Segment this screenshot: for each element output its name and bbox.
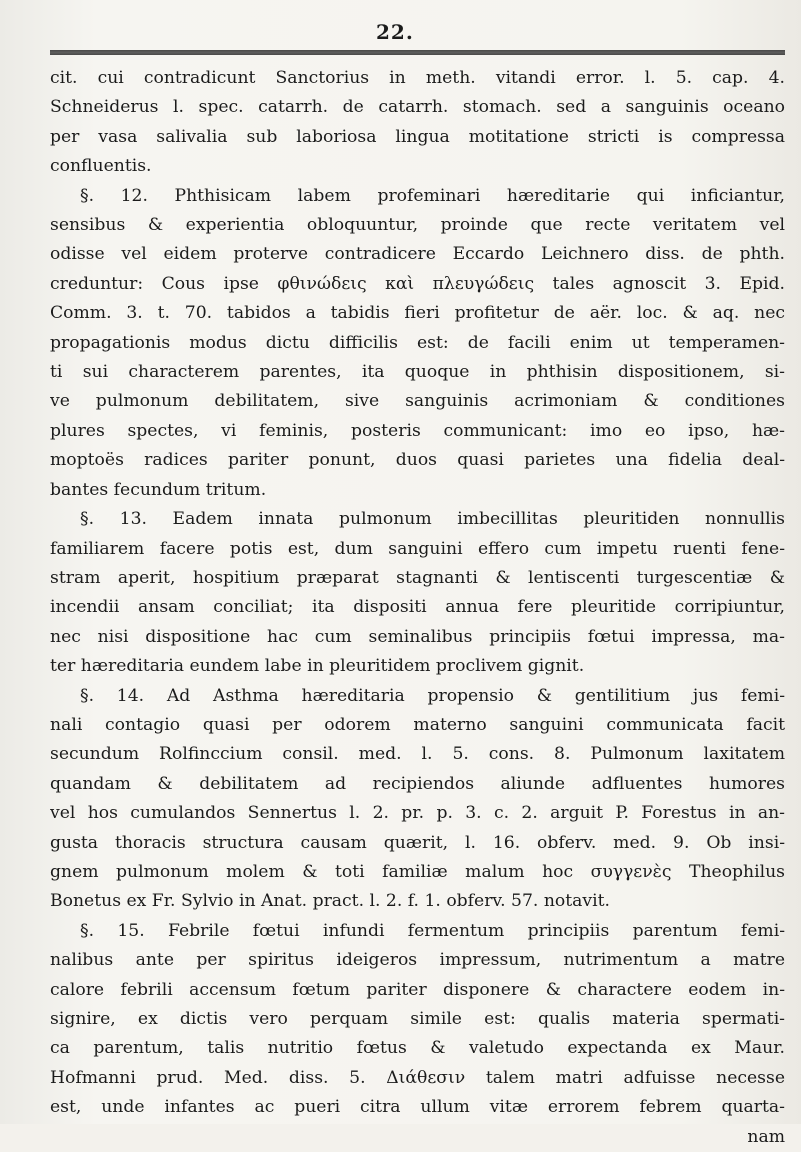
- text-line: propagationis modus dictu difficilis est: de facili enim ut temperamen-: [50, 332, 785, 353]
- text-line: bantes fecundum tritum.: [50, 479, 267, 500]
- text-line: signire, ex dictis vero perquam simile est: qualis materia spermati-: [50, 1009, 785, 1029]
- text-line: stram aperit, hospitium præparat stagnanti & lentiscenti turgescentiæ &: [50, 567, 785, 588]
- text-line: nalibus ante per spiritus ideigeros impressum, nutrimentum a matre: [50, 950, 785, 971]
- body-text: [50, 64, 785, 1152]
- text-line: quandam & debilitatem ad recipiendos aliunde adfluentes humores: [50, 773, 785, 794]
- text-line: secundum Rolfinccium consil. med. l. 5. cons. 8. Pulmonum laxitatem: [50, 744, 785, 765]
- text-line: per vasa salivalia sub laboriosa lingua motitatione stricti is compressa: [50, 126, 785, 147]
- text-line: confluentis.: [50, 156, 152, 177]
- text-line: nali contagio quasi per odorem materno sanguini communicata facit: [50, 714, 785, 735]
- text-line: moptoës radices pariter ponunt, duos quasi parietes una fidelia deal-: [50, 450, 785, 471]
- text-line: familiarem facere potis est, dum sanguini effero cum impetu ruenti fene-: [50, 538, 785, 559]
- paragraph-14-start: §. 14. Ad Asthma hæreditaria propensio & gentilitium jus femi-: [80, 685, 785, 706]
- text-line: vel hos cumulandos Sennertus l. 2. pr. p. 3. c. 2. arguit P. Forestus in an-: [50, 803, 785, 824]
- text-line: Schneiderus l. spec. catarrh. de catarrh. stomach. sed a sanguinis oceano: [50, 97, 785, 118]
- page-number: 22.: [376, 20, 414, 44]
- text-line: Comm. 3. t. 70. tabidos a tabidis fieri profitetur de aër. loc. & aq. nec: [50, 303, 785, 324]
- paragraph-13-start: §. 13. Eadem innata pulmonum imbecillitas pleuritiden nonnullis: [80, 509, 785, 530]
- text-line: calore febrili accensum fœtum pariter disponere & charactere eodem in-: [50, 979, 785, 1000]
- text-line: creduntur: Cous ipse φθινώδεις καὶ πλευγώδεις tales agnoscit 3. Epid.: [50, 273, 785, 294]
- text-line: odisse vel eidem proterve contradicere Eccardo Leichnero diss. de phth.: [50, 244, 785, 265]
- text-line: Bonetus ex Fr. Sylvio in Anat. pract. l. 2. f. 1. obferv. 57. notavit.: [50, 891, 610, 912]
- text-line: ti sui characterem parentes, ita quoque in phthisin dispositionem, si-: [50, 362, 785, 383]
- text-line: est, unde infantes ac pueri citra ullum vitæ errorem febrem quarta-: [50, 1097, 785, 1118]
- paragraph-15-start: §. 15. Febrile fœtui infundi fermentum principiis parentum femi-: [80, 920, 785, 941]
- text-line: sensibus & experientia obloquuntur, proinde que recte veritatem vel: [50, 215, 785, 236]
- text-line: incendii ansam conciliat; ita dispositi annua fere pleuritide corripiuntur,: [50, 597, 785, 618]
- text-line: nec nisi dispositione hac cum seminalibus principiis fœtui impressa, ma-: [50, 626, 785, 647]
- text-line: plures spectes, vi feminis, posteris communicant: imo eo ipso, hæ-: [50, 420, 785, 441]
- text-line: cit. cui contradicunt Sanctorius in meth. vitandi error. l. 5. cap. 4.: [50, 68, 785, 88]
- text-line: ter hæreditaria eundem labe in pleuritidem proclivem gignit.: [50, 656, 585, 677]
- catchword: nam: [747, 1126, 785, 1147]
- text-line: Hofmanni prud. Med. diss. 5. Διάθεσιν talem matri adfuisse necesse: [50, 1067, 785, 1088]
- text-line: ca parentum, talis nutritio fœtus & valetudo expectanda ex Maur.: [50, 1038, 785, 1059]
- text-line: gusta thoracis structura causam quærit, l. 16. obferv. med. 9. Ob insi-: [50, 832, 785, 853]
- text-line: ve pulmonum debilitatem, sive sanguinis acrimoniam & conditiones: [50, 391, 785, 412]
- header-rule: [50, 50, 785, 55]
- paragraph-12-start: §. 12. Phthisicam labem profeminari hæreditarie qui inficiantur,: [80, 185, 785, 206]
- text-line: gnem pulmonum molem & toti familiæ malum hoc συγγενὲς Theophilus: [50, 861, 785, 882]
